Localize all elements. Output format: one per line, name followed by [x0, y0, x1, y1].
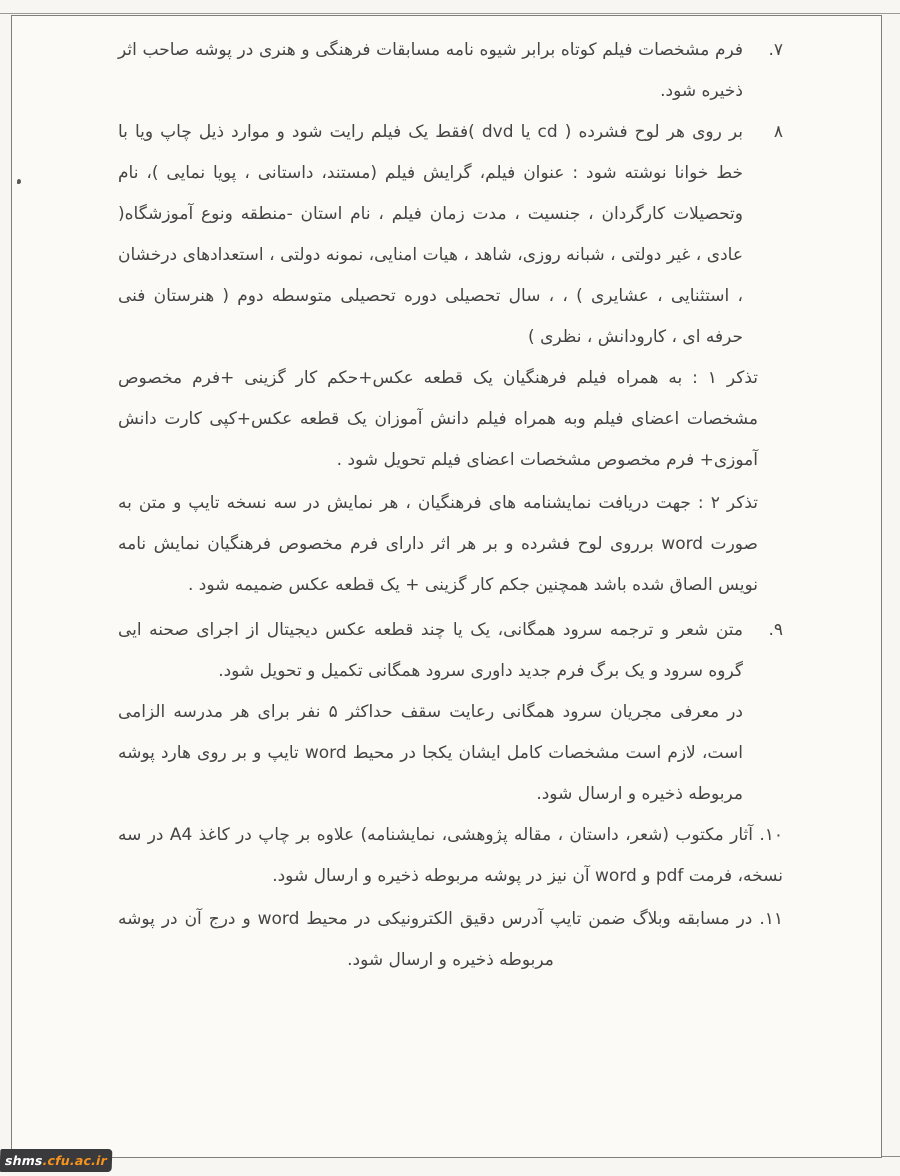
- list-item-9: [118, 610, 783, 815]
- watermark-badge: [0, 1149, 112, 1172]
- item-number: ۱۰.: [759, 825, 784, 845]
- scan-edge-line-top: [0, 13, 900, 14]
- item-text: متن شعر و ترجمه سرود همگانی، یک یا چند قطعه عکس دیجیتال از اجرای صحنه ایی گروه سرود و یک برگ فرم جدید داوری سرود همگانی تکمیل و تحویل شود.: [118, 620, 743, 681]
- watermark-site-suffix: .cfu.ac.ir: [42, 1153, 108, 1168]
- list-item-11: [118, 899, 783, 981]
- item-text: ۱۰. آثار مکتوب (شعر، داستان ، مقاله پژوهشی، نمایشنامه) علاوه بر چاپ در کاغذ A4 در سه نسخه، فرمت pdf و word آن نیز در پوشه مربوطه ذخیره و ارسال شود.: [118, 825, 784, 886]
- note-1: تذکر ۱ : به همراه فیلم فرهنگیان یک قطعه عکس+حکم کار گزینی +فرم مخصوص مشخصات اعضای فیلم وبه همراه فیلم دانش آموزان یک قطعه عکس+کپی کارت دانش آموزی+ فرم مخصوص مشخصات اعضای فیلم تحویل شود .: [118, 368, 758, 470]
- item-number: ۹.: [768, 620, 783, 640]
- list-item-10: [118, 815, 783, 897]
- item-number: ۱۱.: [759, 909, 783, 929]
- item-text: فرم مشخصات فیلم کوتاه برابر شیوه نامه مسابقات فرهنگی و هنری در پوشه صاحب اثر ذخیره شود.: [118, 40, 743, 101]
- item-subtext: در معرفی مجریان سرود همگانی رعایت سقف حداکثر ۵ نفر برای هر مدرسه الزامی است، لازم است مشخصات کامل ایشان یکجا در محیط word تایپ و بر روی هارد پوشه مربوطه ذخیره و ارسال شود.: [118, 702, 744, 804]
- item-number: ۸: [773, 122, 783, 142]
- note-2: تذکر ۲ : جهت دریافت نمایشنامه های فرهنگیان ، هر نمایش در سه نسخه تایپ و متن به صورت word برروی لوح فشرده و بر هر اثر دارای فرم مخصوص فرهنگیان نمایش نامه نویس الصاق شده باشد همچنین جکم کار گزینی + یک قطعه عکس ضمیمه شود .: [118, 493, 758, 595]
- list-item-7: [118, 30, 783, 112]
- item-number: ۷.: [768, 40, 783, 60]
- item-text: بر روی هر لوح فشرده ( cd یا dvd )فقط یک فیلم رایت شود و موارد ذیل چاپ ویا با خط خوانا نوشته شود : عنوان فیلم، گرایش فیلم (مستند، داستانی ، پویا نمایی )، نام وتحصیلات کارگردان ، جنسیت ، مدت زمان فیلم ، نام استان -منطقه ونوع آموزشگاه( عادی ، غیر دولتی ، شبانه روزی، شاهد ، هیات امنایی، نمونه دولتی ، استعدادهای درخشان ، استثنایی ، عشایری ) ، ، سال تحصیلی دوره تحصیلی متوسطه دوم ( هنرستان فنی حرفه ای ، کارودانش ، نظری ): [118, 122, 743, 347]
- list-item-8: [118, 112, 783, 358]
- document-body: [118, 30, 783, 981]
- watermark-site-prefix: shms: [4, 1153, 43, 1168]
- ink-dot: [17, 179, 21, 184]
- item-text: ۱۱. در مسابقه وبلاگ ضمن تایپ آدرس دقیق الکترونیکی در محیط word و درج آن در پوشه مربوطه ذخیره و ارسال شود.: [118, 909, 783, 970]
